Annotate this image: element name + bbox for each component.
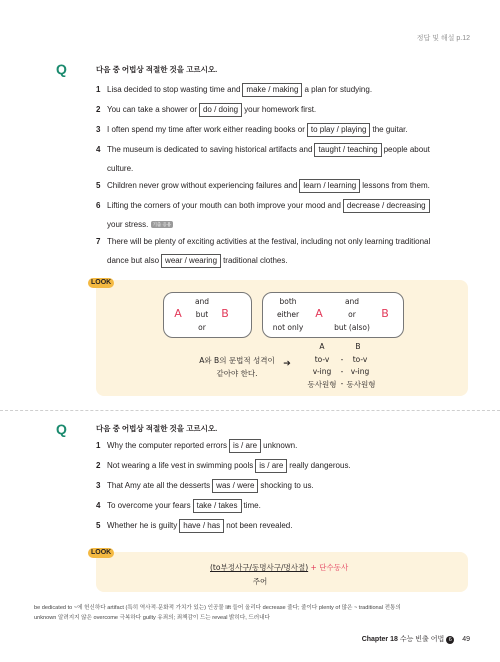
answer-box[interactable]: learn / learning — [299, 179, 360, 193]
look-label: LOOK — [88, 278, 114, 288]
list-item: 1 Lisa decided to stop wasting time and make / making a plan for studying. — [96, 80, 476, 99]
subject-formula: (to부정사구/동명사구/명사절) + 단수동사 — [210, 563, 349, 572]
question-title-1: 다음 중 어법상 적절한 것을 고르시오. — [96, 65, 218, 74]
subject-label: 주어 — [252, 577, 268, 586]
list-item: 2 You can take a shower or do / doing your homework first. — [96, 100, 476, 119]
answer-reference: 정답 및 해설 p.12 — [416, 35, 470, 42]
list-item: 7 There will be plenty of exciting activities at the festival, including not only learning traditional dance but also wear / wearing traditional clothes. — [96, 232, 476, 270]
list-item: 5 Children never grow without experiencing failures and learn / learning lessons from them. — [96, 176, 476, 195]
list-item: 2 Not wearing a life vest in swimming pools is / are really dangerous. — [96, 456, 476, 475]
vocabulary-notes: be dedicated to ~에 헌신하다 artifact (특히 역사적·문화적 가치가 있는) 인공물 lift 들어 올리다 decrease 줄다; 줄이다 plenty of 많은 ~ traditional 전통의 unknown 알려지지 않은 overcome 극복하다 guilty 유죄의; 죄책감이 드는 reveal 밝히다, 드러내다 — [34, 605, 401, 621]
list-item: 3 That Amy ate all the desserts was / were shocking to us. — [96, 476, 476, 495]
page-footer: Chapter 18 수능 빈출 어법 6 49 — [361, 636, 470, 643]
section-divider — [0, 410, 500, 411]
look-label: LOOK — [88, 548, 114, 558]
chapter-circle: 6 — [446, 636, 454, 644]
arrow-icon: ➔ — [283, 359, 291, 369]
list-item: 3 I often spend my time after work either reading books or to play / playing the guitar. — [96, 120, 476, 139]
answer-box[interactable]: wear / wearing — [161, 254, 221, 268]
answer-box[interactable]: have / has — [179, 519, 224, 533]
answer-box[interactable]: to play / playing — [307, 123, 371, 137]
answer-box[interactable]: do / doing — [199, 103, 242, 117]
list-item: 1 Why the computer reported errors is / are unknown. — [96, 436, 476, 455]
answer-box[interactable]: was / were — [212, 479, 258, 493]
list-item: 5 Whether he is guilty have / has not been revealed. — [96, 516, 476, 535]
answer-box[interactable]: take / takes — [193, 499, 242, 513]
list-item: 6 Lifting the corners of your mouth can both improve your mood and decrease / decreasing your stress. 기출 응용 — [96, 196, 476, 234]
answer-box[interactable]: is / are — [255, 459, 287, 473]
page-number: 49 — [462, 636, 470, 643]
question-mark-1: Q — [56, 61, 67, 77]
answer-box[interactable]: make / making — [242, 83, 302, 97]
answer-box[interactable]: taught / teaching — [314, 143, 381, 157]
list-item: 4 The museum is dedicated to saving historical artifacts and taught / teaching people about culture. — [96, 145, 430, 173]
answer-box[interactable]: is / are — [229, 439, 261, 453]
list-item: 4 To overcome your fears take / takes time. — [96, 496, 476, 515]
source-tag: 기출 응용 — [152, 222, 172, 228]
answer-box[interactable]: decrease / decreasing — [343, 199, 430, 213]
question-title-2: 다음 중 어법상 적절한 것을 고르시오. — [96, 424, 218, 433]
question-mark-2: Q — [56, 421, 67, 437]
